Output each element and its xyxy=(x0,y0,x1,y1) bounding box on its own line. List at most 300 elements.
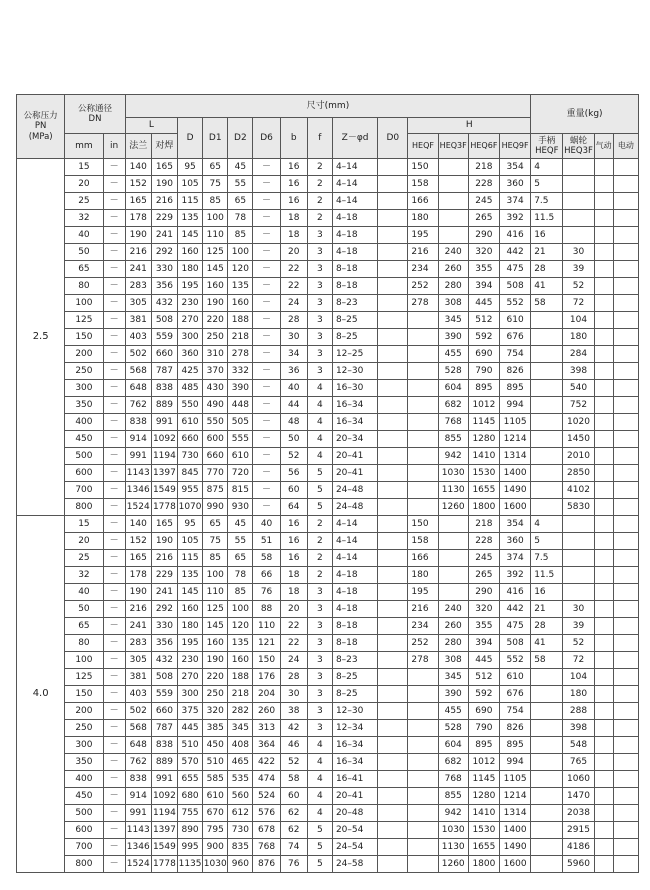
cell-in: － xyxy=(103,652,125,669)
table-row xyxy=(17,363,639,380)
cell-d2: 930 xyxy=(228,499,253,516)
cell-w2: 1020 xyxy=(563,414,594,431)
cell-w3 xyxy=(594,431,613,448)
cell-h4: 1314 xyxy=(499,448,530,465)
table-row xyxy=(17,686,639,703)
cell-h3: 1410 xyxy=(468,805,499,822)
cell-w1: 4 xyxy=(531,159,563,176)
cell-h1: 252 xyxy=(408,635,438,652)
cell-f: 5 xyxy=(307,839,332,856)
cell-w3 xyxy=(594,550,613,567)
cell-d0 xyxy=(378,652,408,669)
cell-h3: 265 xyxy=(468,567,499,584)
table-row xyxy=(17,856,639,873)
cell-h2 xyxy=(438,193,468,210)
cell-dn: 400 xyxy=(65,771,103,788)
table-body xyxy=(17,159,639,873)
cell-w3 xyxy=(594,482,613,499)
cell-h4: 508 xyxy=(499,278,530,295)
cell-f: 3 xyxy=(307,720,332,737)
cell-h4: 442 xyxy=(499,601,530,618)
cell-f: 3 xyxy=(307,261,332,278)
cell-h3: 790 xyxy=(468,720,499,737)
cell-l1: 190 xyxy=(125,227,151,244)
cell-h3: 394 xyxy=(468,635,499,652)
cell-dn: 15 xyxy=(65,159,103,176)
cell-d1: 385 xyxy=(203,720,228,737)
cell-w4 xyxy=(613,652,638,669)
cell-l1: 165 xyxy=(125,193,151,210)
cell-w3 xyxy=(594,465,613,482)
cell-w2: 540 xyxy=(563,380,594,397)
cell-l1: 152 xyxy=(125,176,151,193)
cell-in: － xyxy=(103,805,125,822)
cell-l2: 559 xyxy=(151,329,177,346)
cell-h1 xyxy=(408,312,438,329)
table-row xyxy=(17,703,639,720)
cell-h2 xyxy=(438,516,468,533)
cell-d1: 990 xyxy=(203,499,228,516)
cell-w2: 398 xyxy=(563,720,594,737)
cell-l1: 648 xyxy=(125,380,151,397)
table-header xyxy=(17,95,639,159)
cell-l2: 787 xyxy=(151,363,177,380)
cell-d1: 795 xyxy=(203,822,228,839)
cell-w2: 72 xyxy=(563,295,594,312)
cell-d2: 160 xyxy=(228,652,253,669)
cell-b: 56 xyxy=(280,465,307,482)
cell-w2: 288 xyxy=(563,703,594,720)
cell-h2: 390 xyxy=(438,329,468,346)
table-row xyxy=(17,346,639,363)
cell-dn: 250 xyxy=(65,720,103,737)
cell-w4 xyxy=(613,856,638,873)
cell-d1: 430 xyxy=(203,380,228,397)
cell-f: 4 xyxy=(307,448,332,465)
cell-h3: 290 xyxy=(468,227,499,244)
cell-d2: 55 xyxy=(228,176,253,193)
cell-d0 xyxy=(378,601,408,618)
cell-b: 38 xyxy=(280,703,307,720)
cell-h1: 216 xyxy=(408,601,438,618)
cell-d1: 160 xyxy=(203,278,228,295)
cell-dn: 450 xyxy=(65,788,103,805)
cell-w2: 72 xyxy=(563,652,594,669)
cell-d6: － xyxy=(253,346,280,363)
cell-f: 3 xyxy=(307,227,332,244)
cell-l1: 1346 xyxy=(125,482,151,499)
cell-w4 xyxy=(613,448,638,465)
cell-w4 xyxy=(613,159,638,176)
cell-l2: 1194 xyxy=(151,448,177,465)
cell-d: 195 xyxy=(177,635,202,652)
cell-in: － xyxy=(103,601,125,618)
cell-f: 3 xyxy=(307,584,332,601)
cell-h3: 1655 xyxy=(468,482,499,499)
cell-zd: 12–34 xyxy=(332,720,377,737)
header-weight: 重量(kg) xyxy=(531,95,639,134)
cell-d: 180 xyxy=(177,261,202,278)
table-row xyxy=(17,193,639,210)
cell-w1 xyxy=(531,737,563,754)
cell-w1: 41 xyxy=(531,278,563,295)
cell-l1: 568 xyxy=(125,363,151,380)
cell-w2: 104 xyxy=(563,312,594,329)
cell-h4: 895 xyxy=(499,737,530,754)
cell-dn: 300 xyxy=(65,737,103,754)
cell-d6: 576 xyxy=(253,805,280,822)
cell-in: － xyxy=(103,788,125,805)
cell-h2: 260 xyxy=(438,261,468,278)
cell-d2: 505 xyxy=(228,414,253,431)
cell-h1 xyxy=(408,737,438,754)
cell-h3: 512 xyxy=(468,312,499,329)
cell-d2: 85 xyxy=(228,584,253,601)
cell-dn: 40 xyxy=(65,227,103,244)
cell-f: 4 xyxy=(307,754,332,771)
cell-d6: － xyxy=(253,431,280,448)
cell-w2 xyxy=(563,567,594,584)
cell-zd: 12–30 xyxy=(332,363,377,380)
cell-h1: 150 xyxy=(408,516,438,533)
cell-d0 xyxy=(378,261,408,278)
cell-d: 510 xyxy=(177,737,202,754)
cell-d2: 78 xyxy=(228,567,253,584)
cell-d: 105 xyxy=(177,533,202,550)
cell-zd: 20–54 xyxy=(332,822,377,839)
cell-h2: 1130 xyxy=(438,839,468,856)
cell-d1: 160 xyxy=(203,635,228,652)
cell-h1: 234 xyxy=(408,261,438,278)
cell-l1: 241 xyxy=(125,618,151,635)
cell-l1: 403 xyxy=(125,329,151,346)
cell-h2: 280 xyxy=(438,635,468,652)
cell-dn: 50 xyxy=(65,244,103,261)
cell-d: 995 xyxy=(177,839,202,856)
cell-d6: 678 xyxy=(253,822,280,839)
cell-h1: 252 xyxy=(408,278,438,295)
cell-d: 890 xyxy=(177,822,202,839)
cell-in: － xyxy=(103,261,125,278)
cell-h3: 1530 xyxy=(468,822,499,839)
cell-h3: 320 xyxy=(468,244,499,261)
cell-h4: 552 xyxy=(499,652,530,669)
cell-w3 xyxy=(594,720,613,737)
cell-zd: 4–14 xyxy=(332,159,377,176)
cell-h1: 180 xyxy=(408,210,438,227)
table-row xyxy=(17,431,639,448)
cell-l2: 991 xyxy=(151,414,177,431)
cell-d2: 408 xyxy=(228,737,253,754)
cell-h4: 1214 xyxy=(499,431,530,448)
cell-b: 22 xyxy=(280,278,307,295)
cell-h2: 455 xyxy=(438,346,468,363)
table-row xyxy=(17,397,639,414)
cell-l2: 241 xyxy=(151,584,177,601)
cell-w1: 58 xyxy=(531,652,563,669)
cell-w1 xyxy=(531,839,563,856)
cell-w2 xyxy=(563,533,594,550)
cell-w2: 752 xyxy=(563,397,594,414)
cell-zd: 4–14 xyxy=(332,533,377,550)
cell-l1: 178 xyxy=(125,567,151,584)
cell-d6: 260 xyxy=(253,703,280,720)
cell-w1: 28 xyxy=(531,261,563,278)
cell-f: 4 xyxy=(307,397,332,414)
table-row xyxy=(17,788,639,805)
cell-d2: 160 xyxy=(228,295,253,312)
cell-w3 xyxy=(594,771,613,788)
cell-h2: 604 xyxy=(438,737,468,754)
cell-h1: 158 xyxy=(408,176,438,193)
cell-d6: 313 xyxy=(253,720,280,737)
cell-w3 xyxy=(594,176,613,193)
cell-w2 xyxy=(563,176,594,193)
cell-d0 xyxy=(378,788,408,805)
cell-d: 755 xyxy=(177,805,202,822)
cell-w4 xyxy=(613,363,638,380)
cell-w2: 4102 xyxy=(563,482,594,499)
cell-b: 16 xyxy=(280,159,307,176)
cell-l2: 1194 xyxy=(151,805,177,822)
cell-d6: － xyxy=(253,210,280,227)
cell-l2: 508 xyxy=(151,669,177,686)
cell-d1: 75 xyxy=(203,176,228,193)
cell-h1 xyxy=(408,788,438,805)
cell-in: － xyxy=(103,448,125,465)
cell-l2: 330 xyxy=(151,618,177,635)
cell-b: 16 xyxy=(280,550,307,567)
cell-f: 3 xyxy=(307,618,332,635)
cell-d1: 875 xyxy=(203,482,228,499)
cell-h2: 1030 xyxy=(438,465,468,482)
cell-h4: 1490 xyxy=(499,839,530,856)
cell-zd: 4–14 xyxy=(332,176,377,193)
table-row xyxy=(17,329,639,346)
cell-d6: 176 xyxy=(253,669,280,686)
cell-l2: 838 xyxy=(151,737,177,754)
cell-d6: － xyxy=(253,278,280,295)
cell-d1: 110 xyxy=(203,227,228,244)
header-L-weld: 对焊 xyxy=(151,134,177,159)
cell-h4: 354 xyxy=(499,159,530,176)
cell-b: 16 xyxy=(280,533,307,550)
cell-w1: 11.5 xyxy=(531,567,563,584)
cell-d0 xyxy=(378,686,408,703)
cell-h4: 676 xyxy=(499,686,530,703)
cell-w2: 1060 xyxy=(563,771,594,788)
cell-f: 4 xyxy=(307,380,332,397)
cell-d6: 58 xyxy=(253,550,280,567)
cell-w2: 765 xyxy=(563,754,594,771)
cell-in: － xyxy=(103,312,125,329)
cell-h2 xyxy=(438,533,468,550)
cell-dn: 50 xyxy=(65,601,103,618)
cell-w3 xyxy=(594,737,613,754)
cell-w3 xyxy=(594,856,613,873)
cell-b: 52 xyxy=(280,448,307,465)
cell-h4: 610 xyxy=(499,669,530,686)
cell-d6: － xyxy=(253,193,280,210)
cell-d1: 110 xyxy=(203,584,228,601)
cell-w4 xyxy=(613,839,638,856)
cell-d1: 510 xyxy=(203,754,228,771)
cell-l1: 1524 xyxy=(125,499,151,516)
cell-d2: 45 xyxy=(228,516,253,533)
cell-h2: 768 xyxy=(438,414,468,431)
cell-d2: 55 xyxy=(228,533,253,550)
cell-in: － xyxy=(103,227,125,244)
cell-d2: 120 xyxy=(228,261,253,278)
cell-l1: 1346 xyxy=(125,839,151,856)
cell-b: 76 xyxy=(280,856,307,873)
table-row xyxy=(17,448,639,465)
cell-d: 1135 xyxy=(177,856,202,873)
cell-d1: 75 xyxy=(203,533,228,550)
cell-b: 62 xyxy=(280,822,307,839)
table-row xyxy=(17,822,639,839)
cell-f: 3 xyxy=(307,244,332,261)
cell-w2 xyxy=(563,193,594,210)
cell-w1 xyxy=(531,312,563,329)
cell-w4 xyxy=(613,669,638,686)
cell-b: 18 xyxy=(280,227,307,244)
cell-d2: 120 xyxy=(228,618,253,635)
cell-w2: 52 xyxy=(563,278,594,295)
cell-dn: 65 xyxy=(65,618,103,635)
cell-h1 xyxy=(408,686,438,703)
cell-d0 xyxy=(378,635,408,652)
cell-l1: 1143 xyxy=(125,822,151,839)
cell-d2: 135 xyxy=(228,278,253,295)
cell-d2: 720 xyxy=(228,465,253,482)
cell-dn: 700 xyxy=(65,839,103,856)
cell-zd: 8–18 xyxy=(332,278,377,295)
header-dimensions: 尺寸(mm) xyxy=(125,95,531,118)
cell-w1: 16 xyxy=(531,227,563,244)
table-row xyxy=(17,261,639,278)
cell-d2: 960 xyxy=(228,856,253,873)
cell-l2: 1092 xyxy=(151,431,177,448)
cell-w4 xyxy=(613,227,638,244)
cell-h4: 1105 xyxy=(499,414,530,431)
cell-w3 xyxy=(594,261,613,278)
cell-zd: 16–30 xyxy=(332,380,377,397)
cell-h2: 682 xyxy=(438,397,468,414)
cell-zd: 4–14 xyxy=(332,516,377,533)
cell-l2: 889 xyxy=(151,754,177,771)
cell-dn: 150 xyxy=(65,686,103,703)
cell-h3: 445 xyxy=(468,295,499,312)
cell-l2: 1397 xyxy=(151,465,177,482)
cell-l1: 403 xyxy=(125,686,151,703)
cell-w4 xyxy=(613,414,638,431)
cell-d0 xyxy=(378,482,408,499)
cell-w2: 30 xyxy=(563,244,594,261)
cell-d0 xyxy=(378,346,408,363)
cell-h4: 360 xyxy=(499,533,530,550)
cell-f: 4 xyxy=(307,414,332,431)
pressure-cell: 2.5 xyxy=(17,159,65,516)
cell-w1: 5 xyxy=(531,176,563,193)
cell-w1 xyxy=(531,465,563,482)
cell-w2: 548 xyxy=(563,737,594,754)
cell-w2: 4186 xyxy=(563,839,594,856)
cell-w1 xyxy=(531,346,563,363)
cell-d6: 88 xyxy=(253,601,280,618)
cell-dn: 600 xyxy=(65,465,103,482)
table-row xyxy=(17,499,639,516)
cell-f: 5 xyxy=(307,499,332,516)
header-weight-electric: 电动 xyxy=(613,134,638,159)
cell-b: 46 xyxy=(280,737,307,754)
cell-h2 xyxy=(438,210,468,227)
cell-h4: 442 xyxy=(499,244,530,261)
cell-zd: 4–18 xyxy=(332,227,377,244)
cell-h4: 416 xyxy=(499,227,530,244)
cell-d: 145 xyxy=(177,227,202,244)
cell-f: 2 xyxy=(307,210,332,227)
cell-w3 xyxy=(594,159,613,176)
cell-w3 xyxy=(594,295,613,312)
cell-in: － xyxy=(103,720,125,737)
cell-in: － xyxy=(103,295,125,312)
cell-d6: － xyxy=(253,295,280,312)
cell-w4 xyxy=(613,788,638,805)
cell-w1 xyxy=(531,482,563,499)
cell-d2: 282 xyxy=(228,703,253,720)
cell-h2: 1030 xyxy=(438,822,468,839)
cell-h3: 1012 xyxy=(468,754,499,771)
cell-d6: 51 xyxy=(253,533,280,550)
cell-d: 375 xyxy=(177,703,202,720)
cell-h4: 552 xyxy=(499,295,530,312)
cell-h1 xyxy=(408,669,438,686)
cell-w1 xyxy=(531,448,563,465)
cell-w2 xyxy=(563,210,594,227)
cell-d2: 730 xyxy=(228,822,253,839)
cell-h4: 392 xyxy=(499,210,530,227)
cell-dn: 100 xyxy=(65,652,103,669)
cell-w3 xyxy=(594,788,613,805)
cell-f: 2 xyxy=(307,176,332,193)
cell-h3: 1012 xyxy=(468,397,499,414)
cell-h4: 1105 xyxy=(499,771,530,788)
cell-w4 xyxy=(613,244,638,261)
cell-in: － xyxy=(103,669,125,686)
cell-d0 xyxy=(378,567,408,584)
cell-f: 5 xyxy=(307,465,332,482)
header-D0: D0 xyxy=(378,118,408,159)
cell-zd: 12–30 xyxy=(332,703,377,720)
cell-d: 730 xyxy=(177,448,202,465)
cell-h3: 895 xyxy=(468,380,499,397)
cell-in: － xyxy=(103,516,125,533)
cell-w4 xyxy=(613,431,638,448)
cell-dn: 40 xyxy=(65,584,103,601)
cell-d1: 145 xyxy=(203,618,228,635)
cell-w3 xyxy=(594,346,613,363)
cell-l2: 432 xyxy=(151,652,177,669)
cell-w1 xyxy=(531,720,563,737)
cell-zd: 20–48 xyxy=(332,805,377,822)
cell-b: 18 xyxy=(280,584,307,601)
cell-l2: 508 xyxy=(151,312,177,329)
header-weight-pneumatic: 气动 xyxy=(594,134,613,159)
cell-d2: 100 xyxy=(228,244,253,261)
cell-w1 xyxy=(531,397,563,414)
cell-h3: 1410 xyxy=(468,448,499,465)
